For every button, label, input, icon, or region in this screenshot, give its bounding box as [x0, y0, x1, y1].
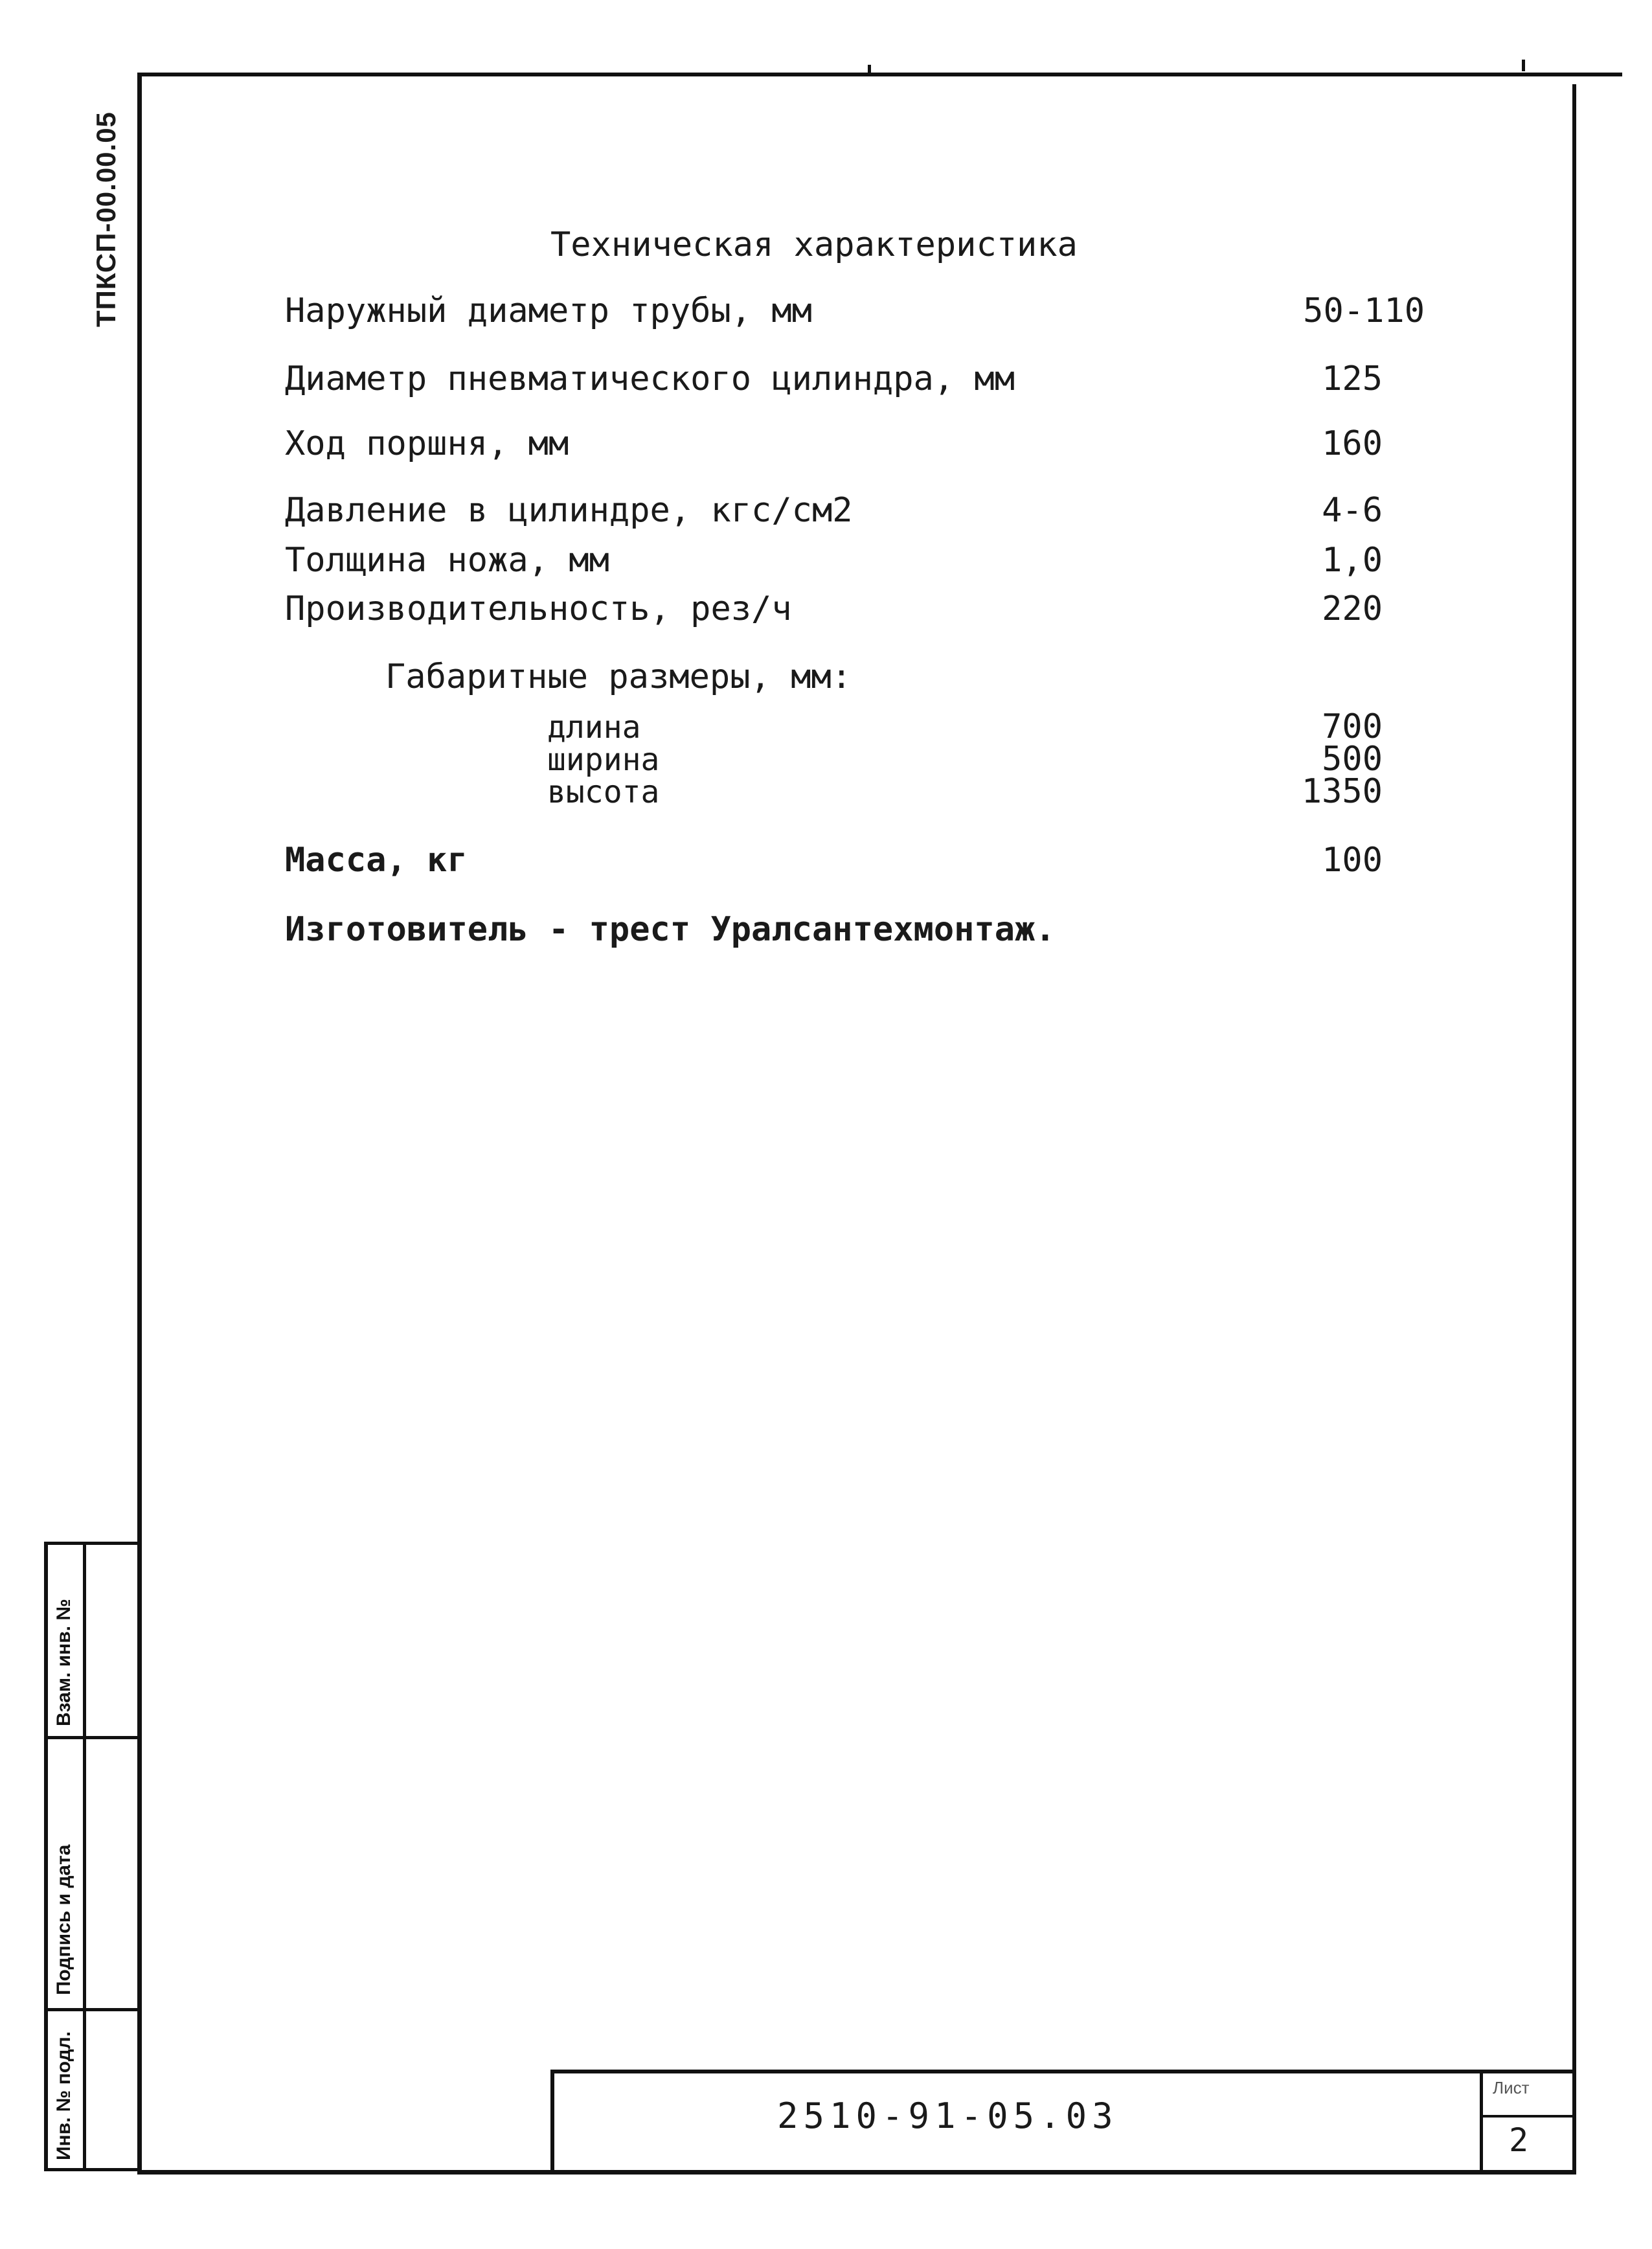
manufacturer-line: Изготовитель - трест Уралсантехмонтаж. — [285, 910, 1056, 949]
spec-value: 220 — [1322, 589, 1383, 628]
dimensions-heading: Габаритные размеры, мм: — [385, 657, 852, 696]
frame-tick — [1522, 60, 1525, 71]
dimension-label: ширина — [547, 742, 660, 778]
binding-line — [44, 2168, 141, 2171]
frame-top-border — [139, 73, 1622, 76]
mass-value: 100 — [1322, 841, 1383, 880]
dimension-label: высота — [547, 774, 660, 810]
page-title: Техническая характеристика — [550, 225, 1078, 264]
binding-label-original-inv: Инв. № подл. — [53, 2031, 74, 2160]
sheet-label: Лист — [1493, 2078, 1530, 2097]
spec-label: Ход поршня, мм — [285, 424, 569, 463]
spec-value: 160 — [1322, 424, 1383, 463]
title-block-sheet-separator — [1482, 2115, 1572, 2118]
spec-value: 4-6 — [1322, 491, 1383, 530]
binding-label-signature-date: Подпись и дата — [53, 1844, 74, 1995]
binding-label-replaced-inv: Взам. инв. № — [53, 1599, 74, 1726]
binding-line — [44, 1542, 48, 2170]
dimension-value: 500 — [1322, 740, 1383, 779]
binding-line — [44, 1542, 141, 1545]
document-number: 2510-91-05.03 — [777, 2095, 1118, 2136]
spec-value: 125 — [1322, 360, 1383, 398]
spec-label: Толщина ножа, мм — [285, 541, 609, 580]
dimension-value: 1350 — [1301, 772, 1383, 811]
mass-label: Масса, кг — [285, 841, 468, 880]
spec-label: Производительность, рез/ч — [285, 589, 792, 628]
frame-tick — [868, 65, 871, 76]
binding-line — [83, 1542, 86, 2170]
spec-label: Наружный диаметр трубы, мм — [285, 291, 812, 330]
sheet-number: 2 — [1509, 2121, 1529, 2159]
title-block-divider — [1480, 2070, 1483, 2172]
spec-value: 1,0 — [1322, 541, 1383, 580]
frame-bottom-border — [137, 2170, 1576, 2175]
frame-right-border — [1572, 84, 1576, 2173]
spec-value: 50-110 — [1303, 291, 1425, 330]
dimension-value: 700 — [1322, 707, 1383, 746]
binding-line — [44, 1736, 141, 1739]
spec-label: Диаметр пневматического цилиндра, мм — [285, 360, 1015, 398]
frame-left-border — [137, 73, 142, 2173]
vertical-document-code: ТПКСП-00.00.05 — [91, 111, 121, 327]
dimension-label: длина — [547, 709, 641, 746]
binding-line — [44, 2008, 141, 2011]
spec-label: Давление в цилиндре, кгс/см2 — [285, 491, 853, 530]
